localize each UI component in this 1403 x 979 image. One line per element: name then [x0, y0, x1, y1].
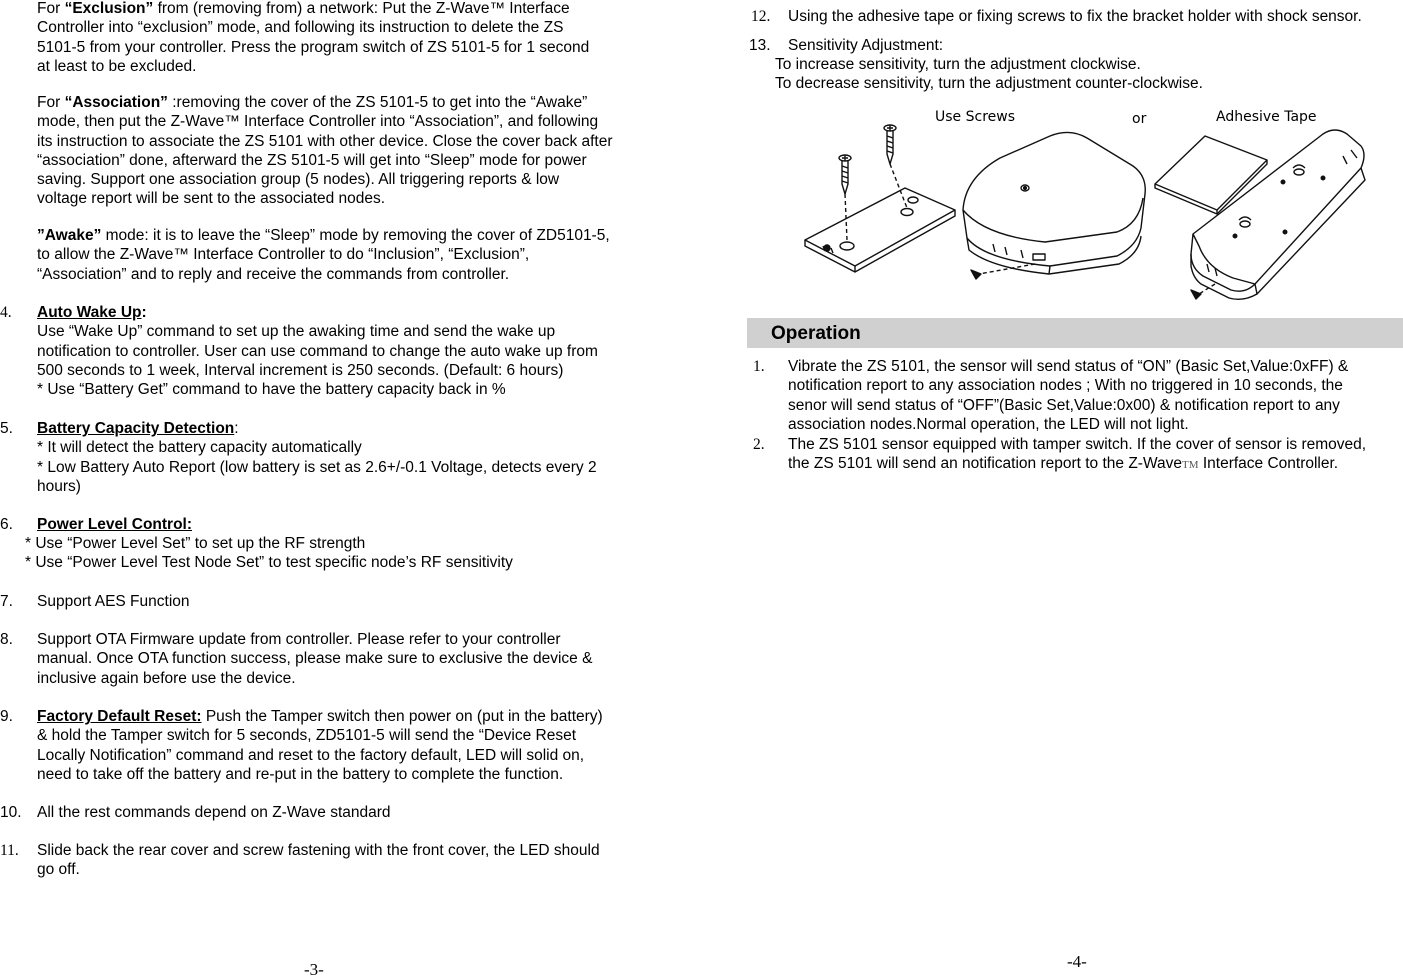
op1-line3: senor will send status of “OFF”(Basic Set,Value:0x00) & notification report to any	[788, 396, 1340, 414]
awake-line3: “Association” and to reply and receive the commands from controller.	[37, 265, 510, 283]
item6-number: 6.	[0, 516, 13, 533]
item11-number: 11.	[0, 842, 19, 859]
page-number-3: -3-	[304, 960, 324, 979]
item13-number: 13.	[749, 37, 771, 54]
item9-line1: Push the Tamper switch then power on (put in the battery)	[201, 708, 603, 725]
item9-number: 9.	[0, 708, 13, 725]
item11-line2: go off.	[37, 861, 80, 879]
item5-line1: * It will detect the battery capacity automatically	[37, 439, 362, 457]
op1-number: 1.	[753, 358, 765, 375]
item9-line4: need to take off the battery and re-put in the battery to complete the function.	[37, 765, 564, 783]
item6-lines	[25, 534, 513, 573]
item8-line2: manual. Once OTA function success, please make sure to exclusive the device &	[37, 650, 593, 668]
association-paragraph	[37, 93, 613, 209]
exclusion-line3: 5101-5 from your controller. Press the program switch of ZS 5101-5 for 1 second	[37, 38, 590, 56]
item8-line3: inclusive again before use the device.	[37, 669, 296, 687]
awake-line2: to allow the Z-Wave™ Interface Controller to do “Inclusion”, “Exclusion”,	[37, 246, 530, 264]
trademark: TM	[1182, 459, 1199, 472]
page-3	[0, 0, 700, 979]
association-pre: For	[37, 94, 65, 111]
awake-label: ”Awake”	[37, 227, 102, 244]
op2-line1: The ZS 5101 sensor equipped with tamper switch. If the cover of sensor is removed,	[788, 436, 1367, 453]
exclusion-label: “Exclusion”	[64, 0, 154, 17]
item4-line2: notification to controller. User can use command to change the auto wake up from	[37, 342, 598, 360]
item7-aes	[37, 592, 190, 611]
page-number-4: -4-	[1067, 952, 1087, 971]
item10-text: All the rest commands depend on Z-Wave standard	[37, 804, 391, 821]
mounting-illustration	[795, 118, 1375, 304]
exclusion-line1: from (removing from) a network: Put the Z-Wave™ Interface	[153, 0, 570, 17]
item5-title: Battery Capacity Detection	[37, 420, 235, 437]
association-line1: :removing the cover of the ZS 5101-5 to get into the “Awake”	[167, 94, 588, 111]
item10-z-wave	[37, 803, 391, 822]
exclusion-line2: Controller into “exclusion” mode, and following its instruction to delete the ZS	[37, 19, 564, 37]
operation-title: Operation	[771, 323, 861, 344]
item9-line3: Locally Notification” command and reset to the factory default, LED will solid on,	[37, 746, 585, 764]
caption-or: or	[1132, 111, 1147, 127]
item13-title-block	[788, 36, 943, 55]
item11-rear-cover	[37, 841, 600, 880]
item6-line2: * Use “Power Level Test Node Set” to test specific node’s RF sensitivity	[25, 554, 513, 572]
item5-colon: :	[234, 420, 239, 437]
awake-line1: mode: it is to leave the “Sleep” mode by removing the cover of ZD5101-5,	[101, 227, 610, 244]
association-label: “Association”	[64, 94, 168, 111]
item12-mount	[788, 7, 1362, 26]
item5-number: 5.	[0, 420, 13, 437]
item8-line1: Support OTA Firmware update from controller. Please refer to your controller	[37, 631, 561, 648]
op1-line2: notification report to any association nodes ; With no triggered in 10 seconds, the	[788, 377, 1343, 395]
item4-line3: 500 seconds to 1 week, Interval increment is 250 seconds. (Default: 6 hours)	[37, 361, 564, 379]
caption-adhesive-tape: Adhesive Tape	[1216, 109, 1317, 125]
item6-power-level	[37, 515, 192, 534]
op1-line1: Vibrate the ZS 5101, the sensor will send status of “ON” (Basic Set,Value:0xFF) &	[788, 358, 1349, 375]
op2-line2-pre: the ZS 5101 will send an notification report to the Z-Wave	[788, 455, 1183, 473]
item10-number: 10.	[0, 804, 22, 821]
exclusion-paragraph	[37, 0, 589, 76]
item7-number: 7.	[0, 593, 13, 610]
op2-tamper	[788, 435, 1366, 476]
association-line2: mode, then put the Z-Wave™ Interface Controller into “Association”, and following	[37, 113, 599, 131]
item5-battery-capacity	[37, 419, 597, 496]
bracket-plate	[805, 188, 955, 272]
item4-colon: :	[141, 304, 147, 321]
item11-line1: Slide back the rear cover and screw fastening with the front cover, the LED should	[37, 842, 600, 859]
op1-line4: association nodes.Normal operation, the LED will not light.	[788, 415, 1189, 433]
item7-text: Support AES Function	[37, 593, 190, 610]
item13-lines	[775, 55, 1203, 94]
item4-line1: Use “Wake Up” command to set up the awaking time and send the wake up	[37, 323, 556, 341]
page-4	[700, 0, 1403, 975]
association-line4: “association” done, afterward the ZS 5101-5 will get into “Sleep” mode for power	[37, 151, 587, 169]
item4-number: 4.	[0, 304, 12, 321]
association-line5: saving. Support one association group (5 nodes). All triggering reports & low	[37, 171, 560, 189]
exclusion-pre: For	[37, 0, 65, 17]
item4-line4: * Use “Battery Get” command to have the battery capacity back in %	[37, 381, 506, 399]
item12-number: 12.	[751, 8, 771, 25]
item9-title: Factory Default Reset:	[37, 708, 202, 725]
association-line3: its instruction to associate the ZS 5101 with other device. Close the cover back after	[37, 132, 613, 150]
item13-line2: To decrease sensitivity, turn the adjustment counter-clockwise.	[775, 75, 1203, 93]
item9-line2: & hold the Tamper switch for 5 seconds, ZD5101-5 will send the “Device Reset	[37, 727, 577, 745]
item8-ota	[37, 630, 592, 688]
item13-line1: To increase sensitivity, turn the adjustment clockwise.	[775, 56, 1141, 73]
item13-title: Sensitivity Adjustment:	[788, 37, 944, 54]
op1-vibrate	[788, 357, 1348, 434]
item6-title: Power Level Control:	[37, 516, 193, 533]
item12-text: Using the adhesive tape or fixing screws to fix the bracket holder with shock sensor.	[788, 8, 1362, 25]
item5-line3: hours)	[37, 477, 81, 495]
item6-line1: * Use “Power Level Set” to set up the RF strength	[25, 535, 366, 552]
association-line6: voltage report will be sent to the associated nodes.	[37, 190, 386, 208]
sensor-housing-left	[963, 132, 1145, 279]
caption-use-screws: Use Screws	[935, 109, 1015, 125]
op2-line2-post: Interface Controller.	[1198, 455, 1339, 473]
item5-line2: * Low Battery Auto Report (low battery is set as 2.6+/-0.1 Voltage, detects every 2	[37, 458, 597, 476]
exclusion-line4: at least to be excluded.	[37, 57, 197, 75]
item4-auto-wake-up	[37, 303, 598, 399]
item4-title: Auto Wake Up	[37, 304, 142, 321]
op2-number: 2.	[753, 436, 765, 453]
operation-section-header	[747, 318, 1403, 348]
item8-number: 8.	[0, 631, 13, 648]
awake-paragraph	[37, 226, 610, 284]
item9-factory-reset	[37, 707, 603, 784]
